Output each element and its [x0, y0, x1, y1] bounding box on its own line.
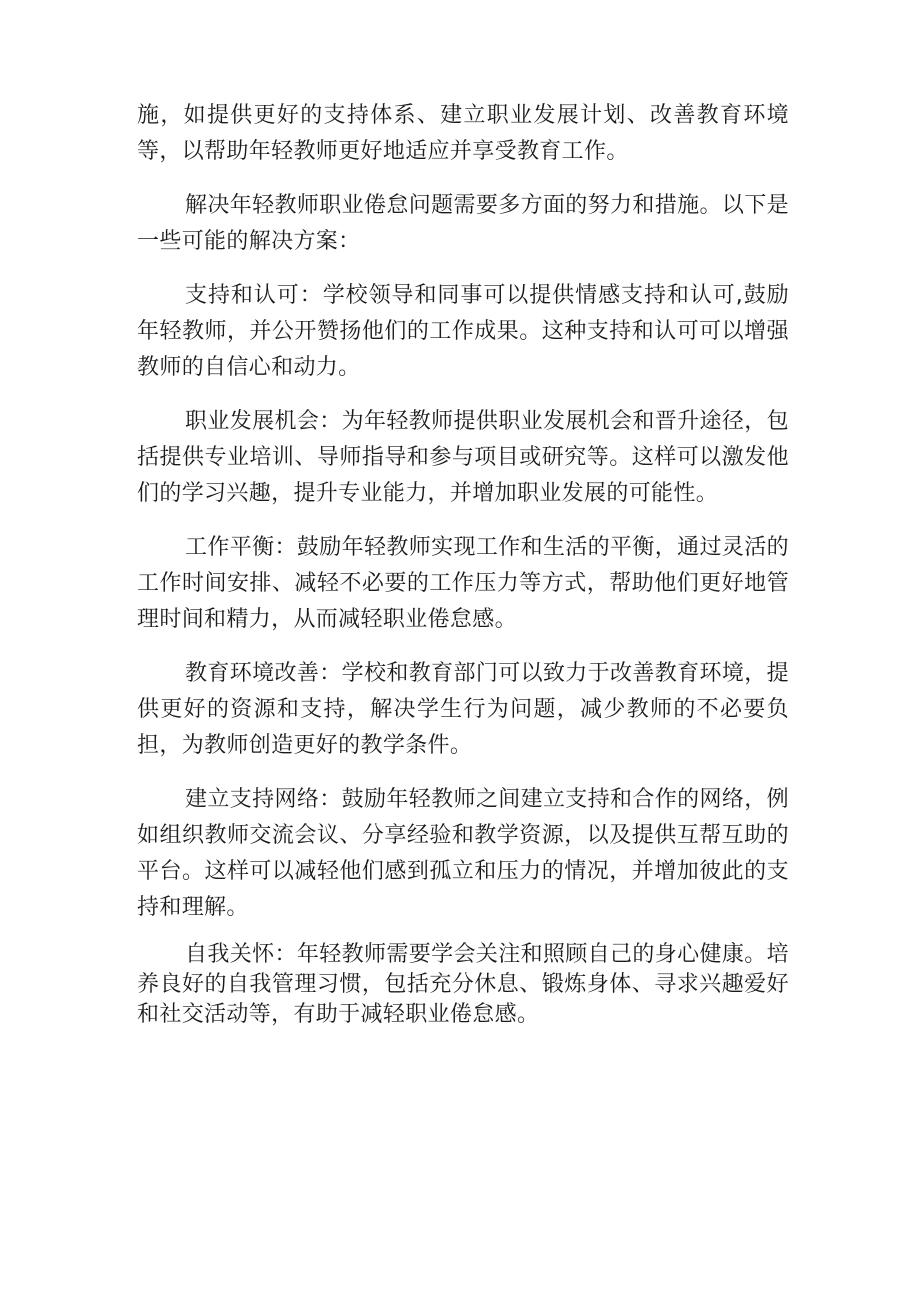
paragraph-intro: 解决年轻教师职业倦怠问题需要多方面的努力和措施。以下是一些可能的解决方案：	[137, 193, 789, 254]
paragraph-environment-improvement: 教育环境改善：学校和教育部门可以致力于改善教育环境，提供更好的资源和支持，解决学生行为问题，减少教师的不必要负担，为教师创造更好的教学条件。	[137, 661, 789, 758]
paragraph-continuation: 施，如提供更好的支持体系、建立职业发展计划、改善教育环境等，以帮助年轻教师更好地适应并享受教育工作。	[137, 103, 789, 164]
paragraph-support-recognition: 支持和认可：学校领导和同事可以提供情感支持和认可,鼓励年轻教师，并公开赞扬他们的工作成果。这种支持和认可可以增强教师的自信心和动力。	[137, 283, 789, 380]
paragraph-work-balance: 工作平衡：鼓励年轻教师实现工作和生活的平衡，通过灵活的工作时间安排、减轻不必要的工作压力等方式，帮助他们更好地管理时间和精力，从而减轻职业倦怠感。	[137, 535, 789, 632]
paragraph-career-development: 职业发展机会：为年轻教师提供职业发展机会和晋升途径，包括提供专业培训、导师指导和参与项目或研究等。这样可以激发他们的学习兴趣，提升专业能力，并增加职业发展的可能性。	[137, 409, 789, 506]
paragraph-support-network: 建立支持网络：鼓励年轻教师之间建立支持和合作的网络，例如组织教师交流会议、分享经验和教学资源，以及提供互帮互助的平台。这样可以减轻他们感到孤立和压力的情况，并增加彼此的支持和理解。	[137, 787, 789, 920]
document-body	[137, 98, 789, 1030]
paragraph-self-care: 自我关怀：年轻教师需要学会关注和照顾自己的身心健康。培养良好的自我管理习惯，包括充分休息、锻炼身体、寻求兴趣爱好和社交活动等，有助于减轻职业倦怠感。	[137, 942, 789, 1027]
